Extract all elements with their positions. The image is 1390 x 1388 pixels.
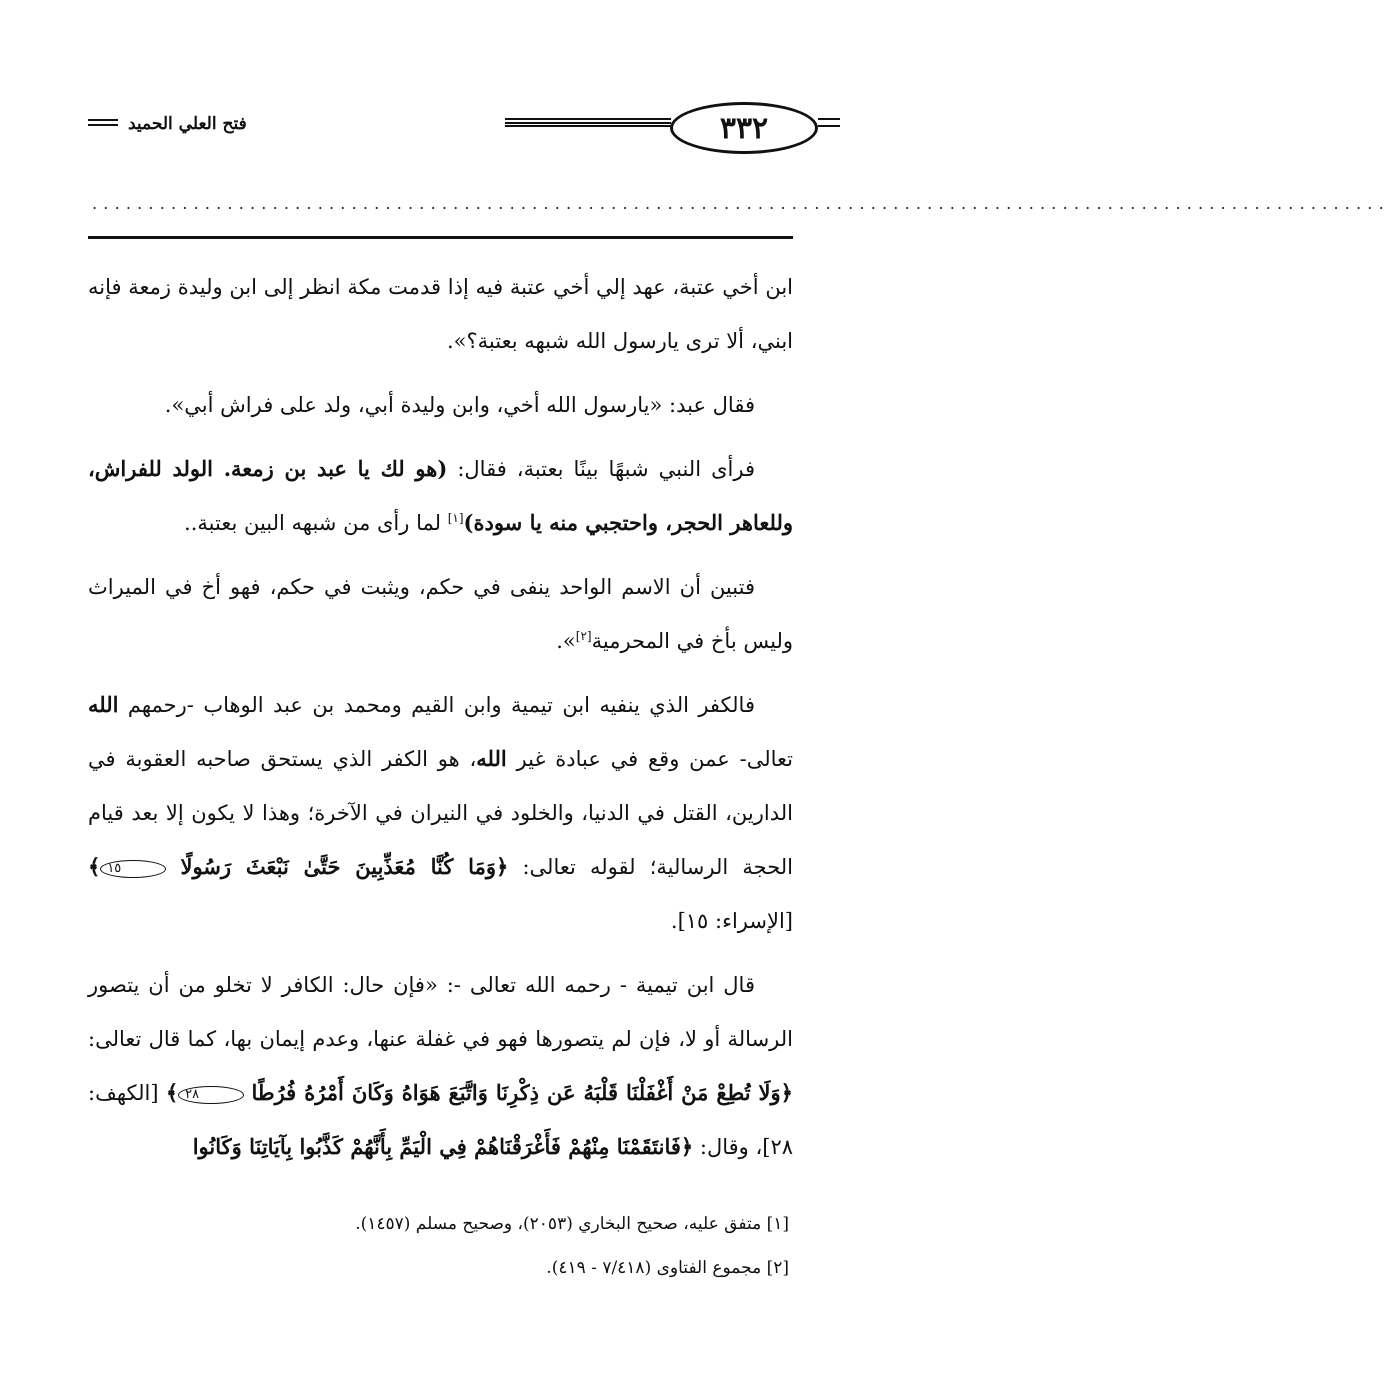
paragraph-1: ابن أخي عتبة، عهد إلي أخي عتبة فيه إذا قدمت مكة انظر إلى ابن وليدة زمعة فإنه ابني، ألا ترى يارسول الله شبهه بعتبة؟». bbox=[88, 275, 793, 353]
paragraph-4: فتبين أن الاسم الواحد ينفى في حكم، ويثبت في حكم، فهو أخ في الميراث وليس بأخ في المحرمية[٢]». bbox=[88, 575, 793, 653]
ayah-number-1: ١٥ bbox=[100, 860, 166, 878]
page-header bbox=[88, 92, 793, 166]
dotted-separator: ................................................................................................................... bbox=[92, 194, 1390, 213]
quran-verse-1: ﴿وَمَا كُنَّا مُعَذِّبِينَ حَتَّىٰ نَبْعَثَ رَسُولًا bbox=[180, 854, 509, 879]
paragraph-6: قال ابن تيمية - رحمه الله تعالى -: «فإن حال: الكافر لا تخلو من أن يتصور الرسالة أو لا، فإن لم يتصورها فهو في غفلة عنها، وعدم إيمان بها، كما قال تعالى: ﴿وَلَا تُطِعْ مَنْ أَغْفَلْنَا قَلْبَهُ عَن ذِكْرِنَا وَاتَّبَعَ هَوَاهُ وَكَانَ أَمْرُهُ فُرُطًا ٢٨﴾ [الكهف: ٢٨]، وقال: ﴿فَانتَقَمْنَا مِنْهُمْ فَأَغْرَقْنَاهُمْ فِي الْيَمِّ بِأَنَّهُمْ كَذَّبُوا بِآيَاتِنَا وَكَانُوا bbox=[88, 973, 793, 1159]
header-rule-left bbox=[505, 118, 671, 127]
footnote-1: [١] متفق عليه، صحيح البخاري (٢٠٥٣)، وصحيح مسلم (١٤٥٧). bbox=[355, 1214, 789, 1234]
book-title: فتح العلي الحميد bbox=[128, 114, 247, 134]
quran-verse-3: ﴿فَانتَقَمْنَا مِنْهُمْ فَأَغْرَقْنَاهُمْ فِي الْيَمِّ بِأَنَّهُمْ كَذَّبُوا بِآيَاتِنَا وَكَانُوا bbox=[192, 1134, 694, 1159]
header-rule-right bbox=[818, 118, 840, 127]
body-text bbox=[88, 260, 793, 1174]
page-number: ٣٣٢ bbox=[719, 110, 769, 146]
paragraph-2: فقال عبد: «يارسول الله أخي، وابن وليدة أبي، ولد على فراش أبي». bbox=[164, 393, 755, 417]
title-rule bbox=[88, 119, 118, 126]
footnote-2: [٢] مجموع الفتاوى (٧/٤١٨ - ٤١٩). bbox=[546, 1258, 789, 1278]
footnotes bbox=[88, 1202, 793, 1290]
paragraph-5: فالكفر الذي ينفيه ابن تيمية وابن القيم ومحمد بن عبد الوهاب -رحمهم الله تعالى- عمن وقع في عبادة غير الله، هو الكفر الذي يستحق صاحبه العقوبة في الدارين، القتل في الدنيا، والخلود في النيران في الآخرة؛ وهذا لا يكون إلا بعد قيام الحجة الرسالية؛ لقوله تعالى: ﴿وَمَا كُنَّا مُعَذِّبِينَ حَتَّىٰ نَبْعَثَ رَسُولًا ١٥﴾ [الإسراء: ١٥]. bbox=[88, 692, 793, 933]
quran-verse-2: ﴿وَلَا تُطِعْ مَنْ أَغْفَلْنَا قَلْبَهُ عَن ذِكْرِنَا وَاتَّبَعَ هَوَاهُ وَكَانَ أَمْرُهُ فُرُطًا bbox=[251, 1080, 793, 1105]
top-rule bbox=[88, 236, 793, 239]
hadith-quote: (هو لك يا عبد بن زمعة. الولد للفراش، وللعاهر الحجر، واحتجبي منه يا سودة) bbox=[88, 456, 793, 535]
ayah-number-2: ٢٨ bbox=[178, 1086, 244, 1104]
paragraph-3: فرأى النبي شبهًا بينًا بعتبة، فقال: (هو لك يا عبد بن زمعة. الولد للفراش، وللعاهر الحجر، واحتجبي منه يا سودة)[١] لما رأى من شبهه البين بعتبة.. bbox=[88, 456, 793, 535]
footnote-ref-2: [٢] bbox=[575, 629, 592, 643]
page-number-badge bbox=[670, 102, 818, 154]
footnote-ref-1: [١] bbox=[447, 511, 464, 525]
